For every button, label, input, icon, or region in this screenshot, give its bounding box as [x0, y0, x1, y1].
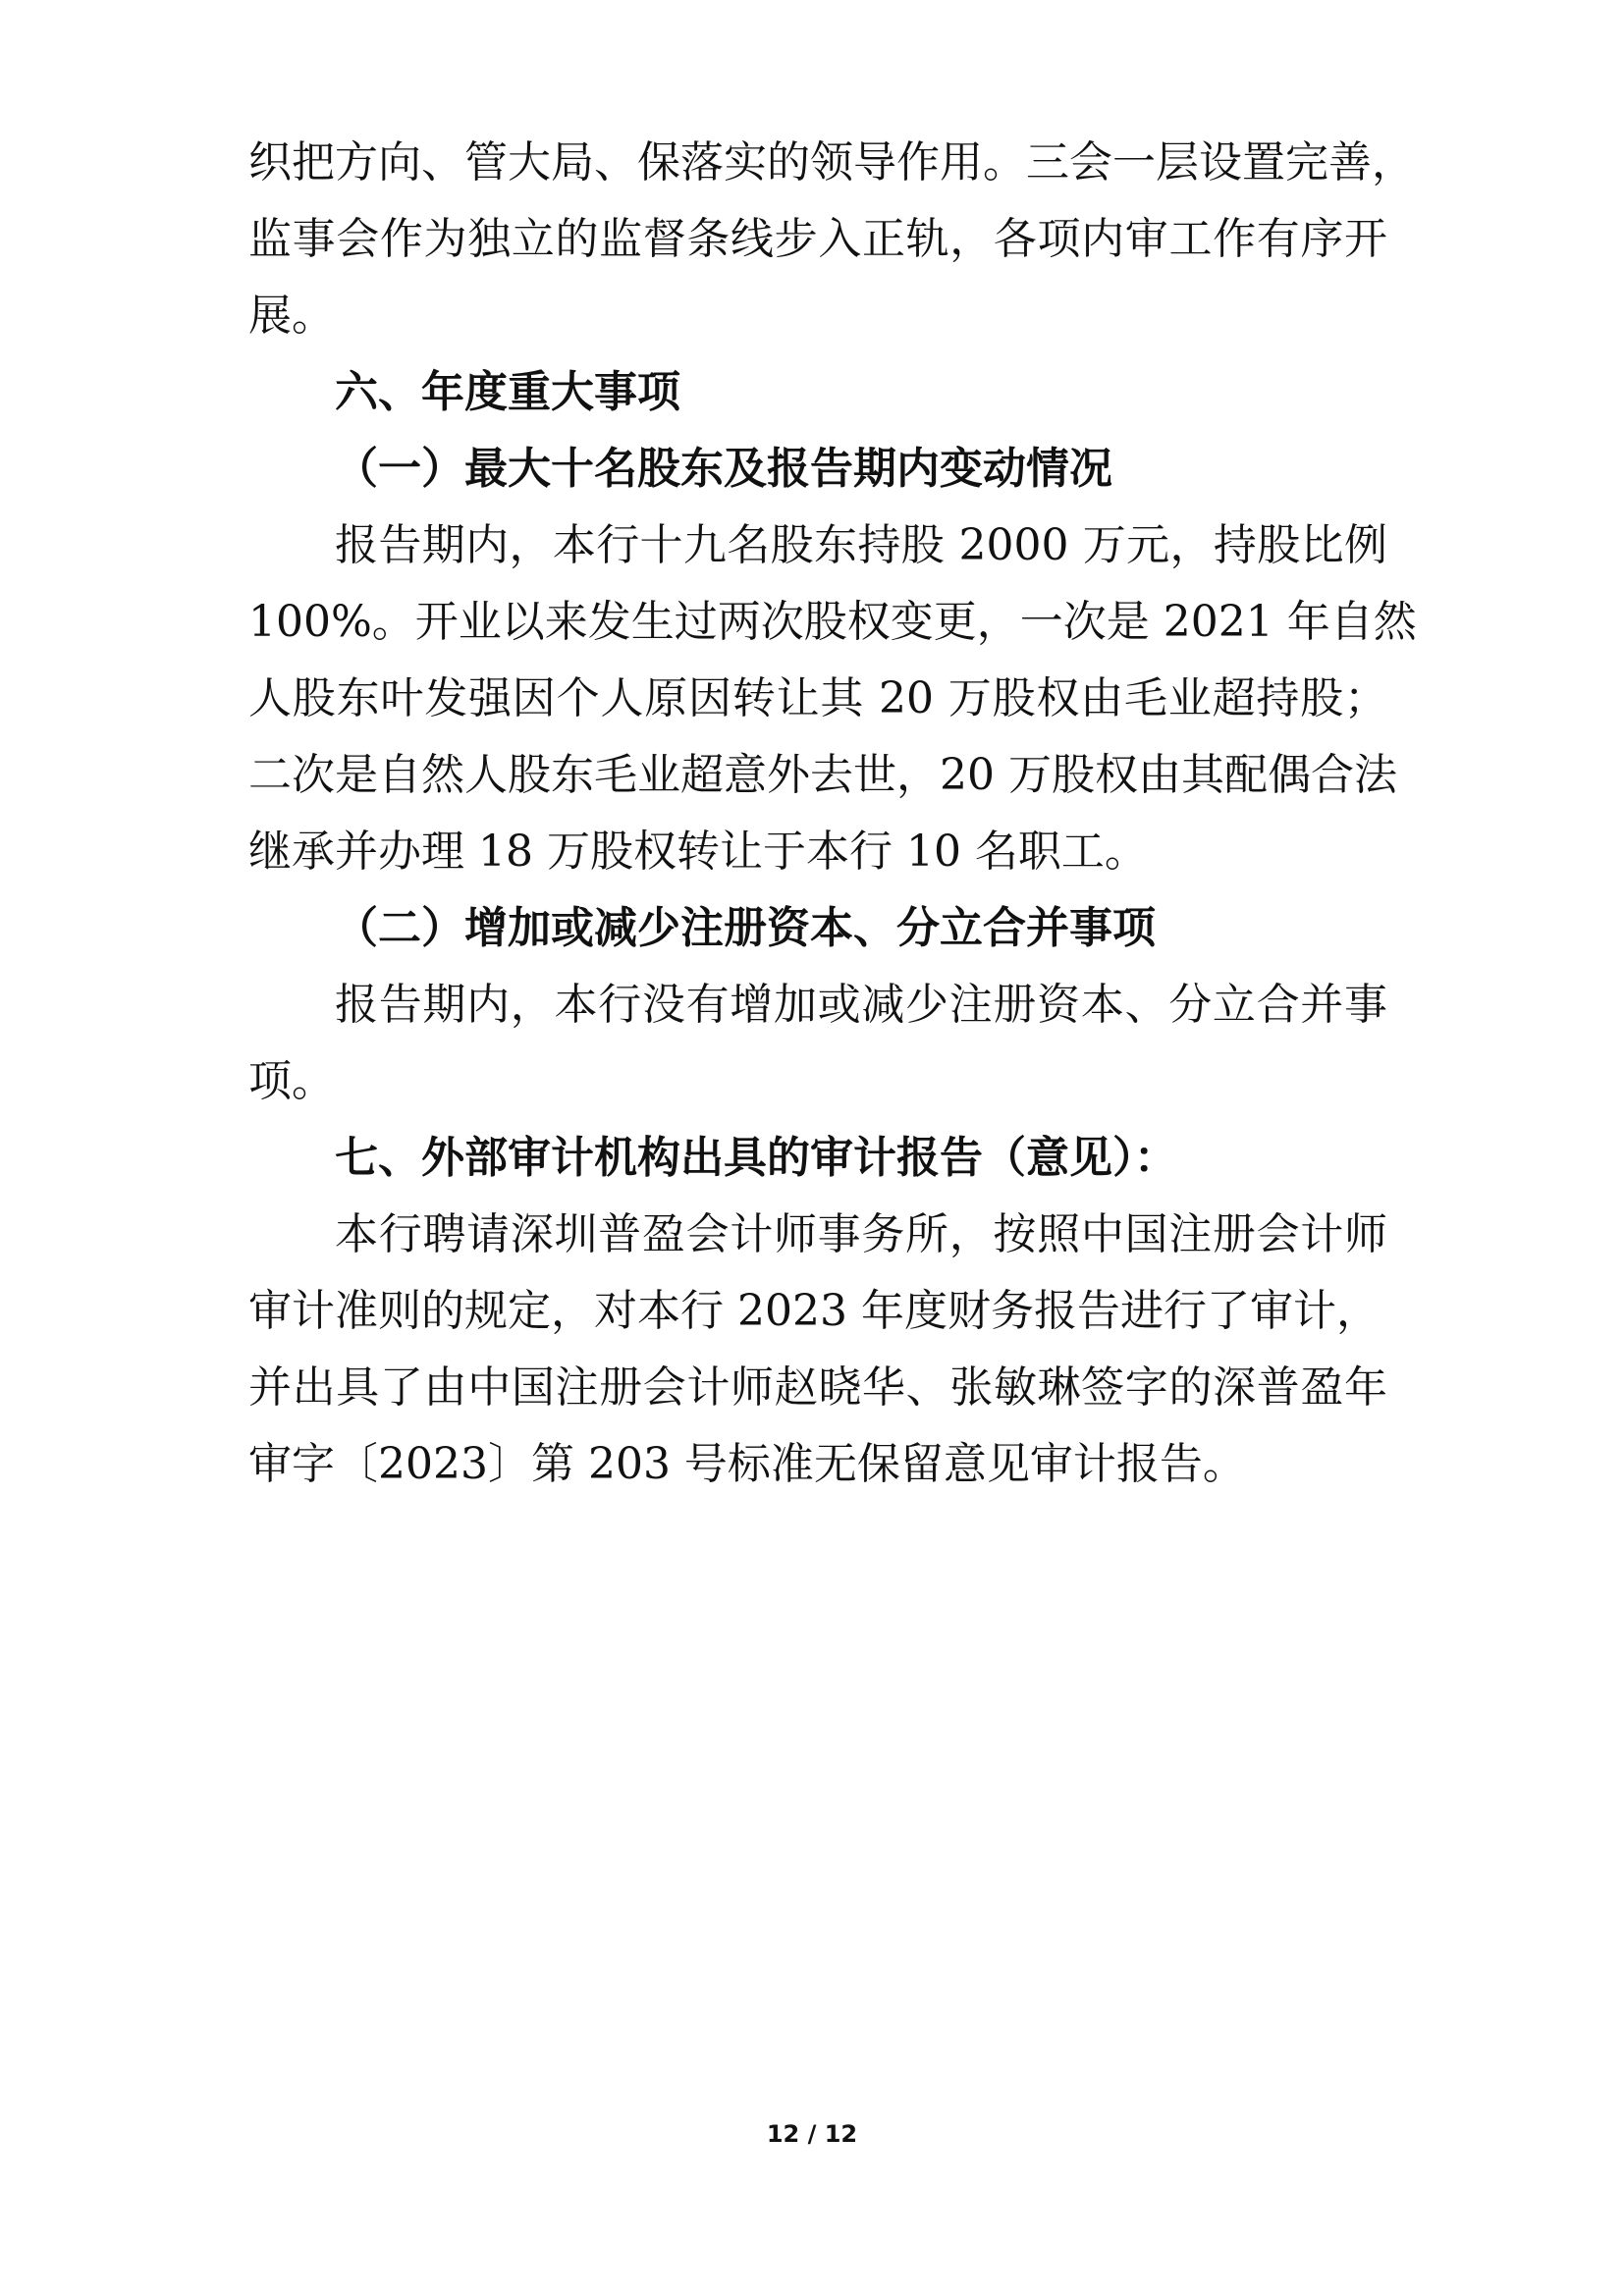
paragraph-line: 报告期内，本行没有增加或减少注册资本、分立合并事: [335, 980, 1387, 1030]
paragraph-line: 继承并办理 18 万股权转让于本行 10 名职工。: [248, 827, 1148, 877]
paragraph-line: 织把方向、管大局、保落实的领导作用。三会一层设置完善，: [248, 137, 1415, 187]
section-heading: 七、外部审计机构出具的审计报告（意见）：: [335, 1133, 1177, 1183]
paragraph-line: 监事会作为独立的监督条线步入正轨，各项内审工作有序开: [248, 214, 1387, 264]
paragraph-line: 人股东叶发强因个人原因转让其 20 万股权由毛业超持股；: [248, 673, 1387, 723]
section-heading: 六、年度重大事项: [335, 367, 680, 417]
paragraph-line: 审字〔2023〕第 203 号标准无保留意见审计报告。: [248, 1439, 1246, 1489]
paragraph-line: 二次是自然人股东毛业超意外去世，20 万股权由其配偶合法: [248, 750, 1397, 800]
paragraph-line: 展。: [248, 291, 335, 341]
paragraph-line: 并出具了由中国注册会计师赵晓华、张敏琳签字的深普盈年: [248, 1362, 1387, 1413]
paragraph-line: 100%。开业以来发生过两次股权变更，一次是 2021 年自然: [248, 597, 1417, 647]
paragraph-line: 报告期内，本行十九名股东持股 2000 万元，持股比例: [335, 520, 1387, 570]
subsection-heading: （一）最大十名股东及报告期内变动情况: [335, 444, 1112, 494]
page-number: 12 / 12: [766, 2120, 858, 2148]
paragraph-line: 本行聘请深圳普盈会计师事务所，按照中国注册会计师: [335, 1209, 1387, 1259]
paragraph-line: 项。: [248, 1056, 335, 1106]
subsection-heading: （二）增加或减少注册资本、分立合并事项: [335, 903, 1156, 953]
paragraph-line: 审计准则的规定，对本行 2023 年度财务报告进行了审计，: [248, 1286, 1380, 1336]
